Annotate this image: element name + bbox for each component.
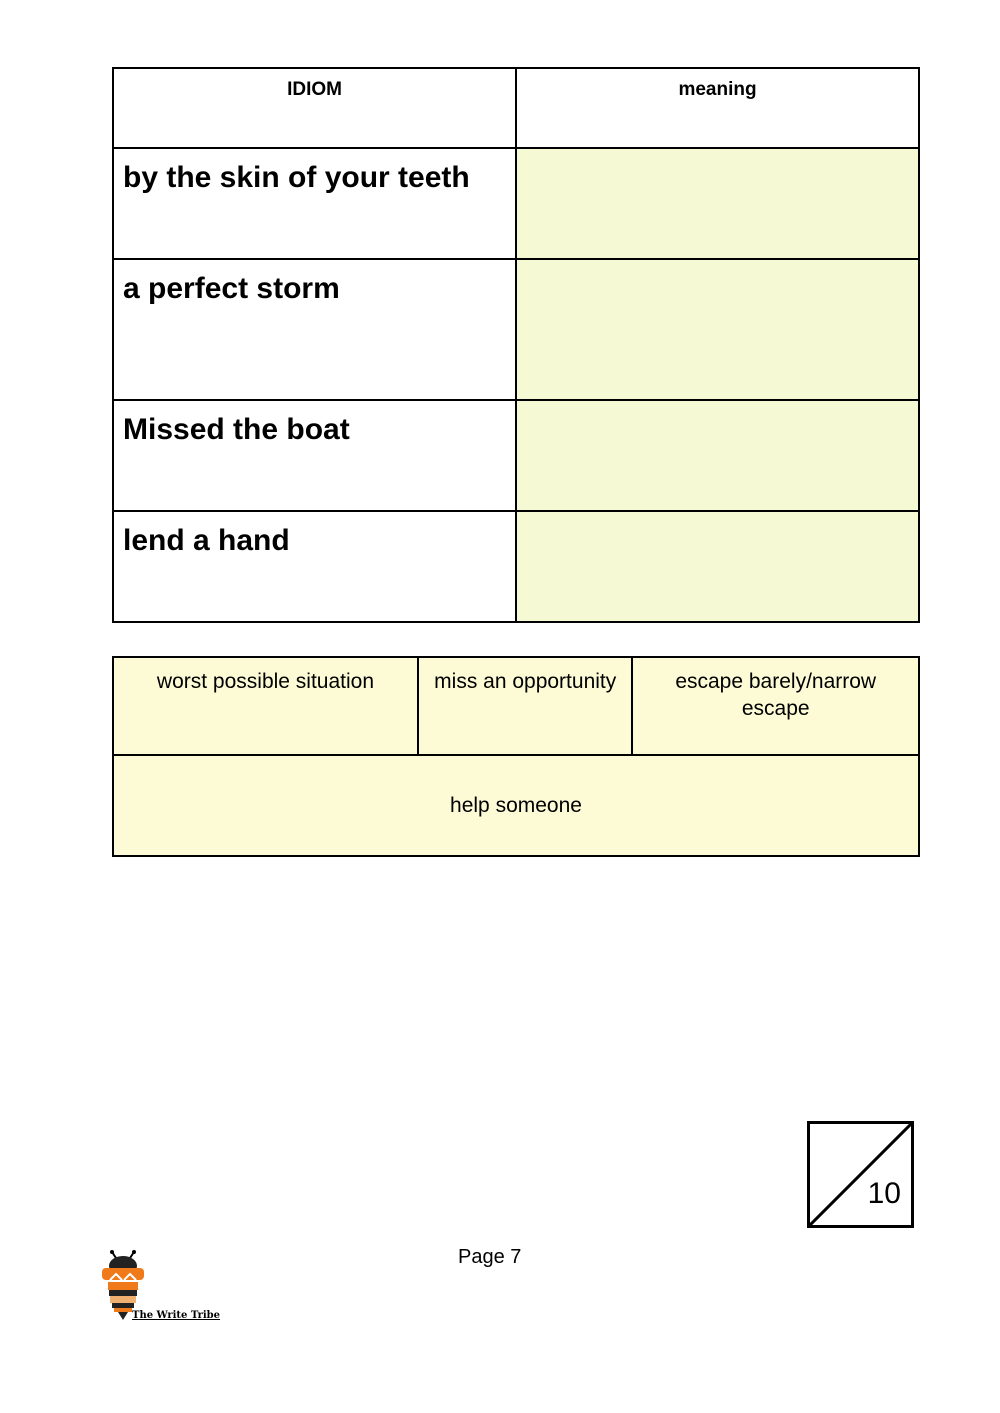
meaning-drop-zone[interactable] (516, 148, 919, 259)
idiom-cell: lend a hand (113, 511, 516, 622)
meaning-drop-zone[interactable] (516, 259, 919, 400)
meaning-drop-zone[interactable] (516, 400, 919, 511)
draggable-answer-label: escape barely/narrow escape (675, 670, 877, 720)
idiom-column-header: IDIOM (113, 68, 516, 148)
idiom-table (112, 67, 920, 623)
draggable-answer[interactable]: miss an opportunity (418, 657, 633, 755)
bee-logo (96, 1250, 221, 1330)
score-total: 10 (867, 1177, 901, 1210)
idiom-cell: a perfect storm (113, 259, 516, 400)
draggable-answer[interactable]: help someone (113, 755, 919, 856)
idiom-cell: Missed the boat (113, 400, 516, 511)
draggable-answer[interactable]: worst possible situation (113, 657, 418, 755)
idiom-cell: by the skin of your teeth (113, 148, 516, 259)
score-box (807, 1121, 914, 1228)
word-bank (112, 656, 920, 857)
logo-text: The Write Tribe (132, 1310, 221, 1321)
meaning-drop-zone[interactable] (516, 511, 919, 622)
meaning-column-header: meaning (516, 68, 919, 148)
draggable-answer[interactable] (632, 657, 919, 755)
page-number: Page 7 (458, 1246, 522, 1268)
